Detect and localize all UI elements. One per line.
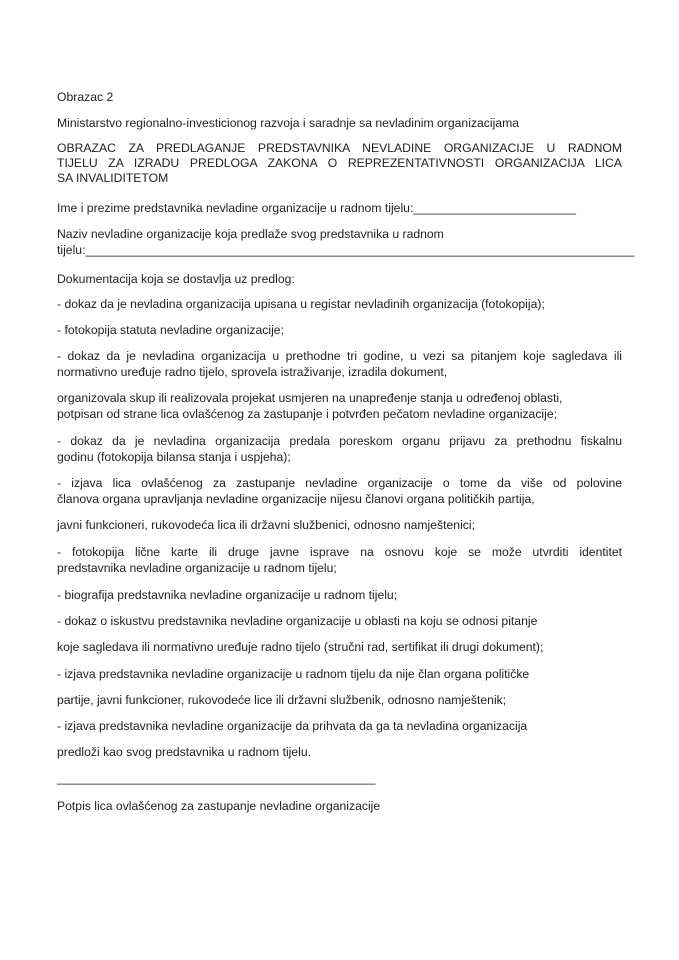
list-item: - izjava lica ovlašćenog za zastupanje nevladine organizacije o tome da više od polovine	[57, 476, 622, 490]
list-item-continuation: predloži kao svog predstavnika u radnom tijelu.	[57, 745, 312, 759]
title-line: OBRAZAC ZA PREDLAGANJE PREDSTAVNIKA NEVLADINE ORGANIZACIJE U RADNOM	[57, 141, 622, 155]
title-line: TIJELU ZA IZRADU PREDLOGA ZAKONA O REPREZENTATIVNOSTI ORGANIZACIJA LICA	[57, 156, 622, 170]
list-item: - dokaz da je nevladina organizacija upisana u registar nevladinih organizacija (fotokopija);	[57, 297, 545, 311]
list-item: - biografija predstavnika nevladine organizacije u radnom tijelu;	[57, 588, 398, 602]
list-item: - dokaz da je nevladina organizacija predala poreskom organu prijavu za prethodnu fiskalnu	[57, 434, 622, 448]
list-item-continuation: potpisan od strane lica ovlašćenog za zastupanje i potvrđen pečatom nevladine organizacije;	[57, 407, 558, 421]
ministry-name: Ministarstvo regionalno-investicionog razvoja i saradnje sa nevladinim organizacijama	[57, 116, 520, 130]
list-item-continuation: godinu (fotokopija bilansa stanja i uspjeha);	[57, 450, 291, 464]
list-item-continuation: organizovala skup ili realizovala projekat usmjeren na unapređenje stanja u određenoj oblasti,	[57, 391, 563, 405]
signature-caption: Potpis lica ovlašćenog za zastupanje nevladine organizacije	[57, 799, 381, 813]
list-item: - izjava predstavnika nevladine organizacije u radnom tijelu da nije član organa političke	[57, 667, 530, 681]
form-label: Obrazac 2	[57, 90, 114, 104]
signature-line: _______________________________________________	[57, 771, 376, 785]
list-item: - izjava predstavnika nevladine organizacije da prihvata da ga ta nevladina organizacija	[57, 719, 528, 733]
organization-name-field-line: tijelu:_________________________________________________________________________________	[57, 243, 635, 257]
organization-name-field-label: Naziv nevladine organizacije koja predlaže svog predstavnika u radnom	[57, 227, 444, 241]
title-line: SA INVALIDITETOM	[57, 171, 169, 185]
list-item: - fotokopija statuta nevladine organizacije;	[57, 323, 284, 337]
list-item-continuation: partije, javni funkcioner, rukovodeće lice ili državni službenik, odnosno namještenik;	[57, 693, 507, 707]
list-item-continuation: članova organa upravljanja nevladine organizacije nijesu članovi organa političkih partija,	[57, 492, 535, 506]
list-item: - fotokopija lične karte ili druge javne isprave na osnovu koje se može utvrditi identitet	[57, 545, 622, 559]
list-item-continuation: koje sagledava ili normativno uređuje radno tijelo (stručni rad, sertifikat ili drugi dokument);	[57, 640, 544, 654]
list-item-continuation: predstavnika nevladine organizacije u radnom tijelu;	[57, 561, 337, 575]
documentation-heading: Dokumentacija koja se dostavlja uz predlog:	[57, 272, 295, 286]
representative-name-field: Ime i prezime predstavnika nevladine organizacije u radnom tijelu:________________________	[57, 201, 577, 215]
list-item-continuation: normativno uređuje radno tijelo, sprovela istraživanje, izradila dokument,	[57, 365, 448, 379]
list-item: - dokaz da je nevladina organizacija u prethodne tri godine, u vezi sa pitanjem koje sagledava ili	[57, 349, 622, 363]
list-item: - dokaz o iskustvu predstavnika nevladine organizacije u oblasti na koju se odnosi pitanje	[57, 614, 538, 628]
list-item-continuation: javni funkcioneri, rukovodeća lica ili državni službenici, odnosno namještenici;	[57, 518, 475, 532]
